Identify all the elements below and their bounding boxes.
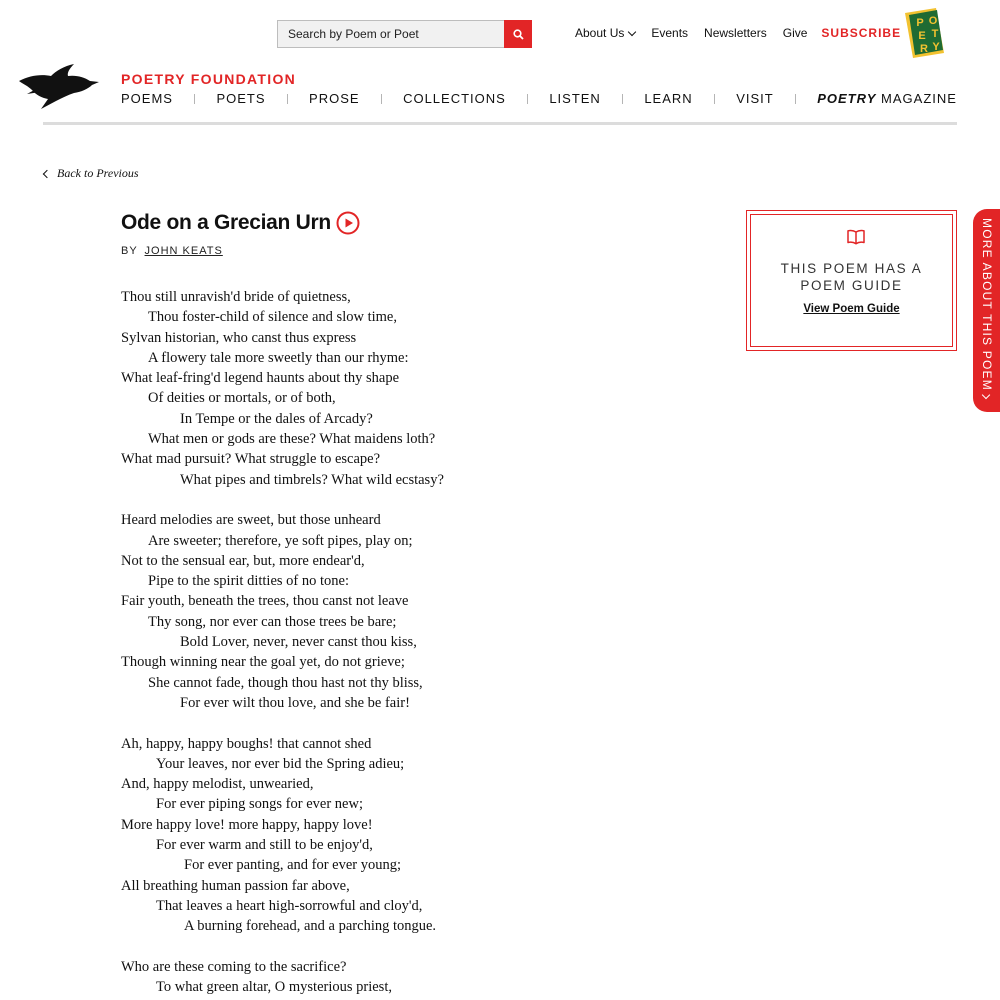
- nav-divider: [714, 94, 715, 104]
- poem-line: And, happy melodist, unwearied,: [121, 776, 314, 793]
- stanza-break: [121, 937, 444, 957]
- poem-line: To what green altar, O mysterious priest,: [156, 979, 392, 996]
- byline-prefix: BY: [121, 245, 138, 257]
- poem-line: Not to the sensual ear, but, more endear'd,: [121, 552, 365, 569]
- play-audio-icon[interactable]: [336, 211, 360, 235]
- nav-divider: [194, 94, 195, 104]
- search-icon: [513, 29, 524, 40]
- back-label: Back to Previous: [57, 166, 139, 180]
- byline: [121, 245, 223, 257]
- poem-line: Who are these coming to the sacrifice?: [121, 958, 347, 975]
- poem-title-row: [121, 211, 360, 235]
- poem-line: A flowery tale more sweetly than our rhyme:: [148, 349, 409, 366]
- nav-prose[interactable]: PROSE: [309, 91, 360, 106]
- more-about-this-poem-tab[interactable]: [973, 209, 1000, 412]
- nav-listen[interactable]: LISTEN: [549, 91, 601, 106]
- nav-visit[interactable]: VISIT: [736, 91, 774, 106]
- poem-line: All breathing human passion far above,: [121, 877, 350, 894]
- poem-line: More happy love! more happy, happy love!: [121, 816, 373, 833]
- poem-line: Your leaves, nor ever bid the Spring adieu;: [156, 755, 405, 772]
- badge-letter: P: [916, 17, 924, 29]
- nav-poets[interactable]: POETS: [216, 91, 266, 106]
- chevron-down-icon: [628, 28, 636, 36]
- newsletters-link[interactable]: Newsletters: [704, 26, 767, 40]
- chevron-left-icon: [43, 169, 51, 177]
- search-button[interactable]: [504, 20, 532, 48]
- nav-divider: [527, 94, 528, 104]
- poem-line: For ever wilt thou love, and she be fair!: [180, 694, 410, 711]
- poem-line: For ever warm and still to be enjoy'd,: [156, 837, 373, 854]
- subscribe-link[interactable]: SUBSCRIBE: [821, 26, 902, 40]
- magazine-title-emphasis: POETRY: [817, 91, 877, 106]
- poem-line: Ah, happy, happy boughs! that cannot shed: [121, 735, 372, 752]
- poem-line: Heard melodies are sweet, but those unheard: [121, 512, 381, 529]
- poem-guide-inner: [750, 214, 953, 347]
- poem-line: She cannot fade, though thou hast not thy bliss,: [148, 674, 423, 691]
- stanza-break: [121, 490, 444, 510]
- events-link[interactable]: Events: [651, 26, 689, 40]
- back-to-previous-link[interactable]: [44, 166, 139, 181]
- badge-letter: R: [920, 43, 928, 55]
- poem-line: What mad pursuit? What struggle to escape?: [121, 451, 381, 468]
- nav-divider: [795, 94, 796, 104]
- poem-line: In Tempe or the dales of Arcady?: [180, 410, 373, 427]
- poem-line: For ever panting, and for ever young;: [184, 857, 402, 874]
- poem-line: Thy song, nor ever can those trees be bare;: [148, 613, 397, 630]
- poem-line: Thou foster-child of silence and slow time,: [148, 309, 397, 326]
- poem-line: Are sweeter; therefore, ye soft pipes, play on;: [148, 532, 413, 549]
- utility-nav: [575, 26, 917, 40]
- about-us-link[interactable]: [575, 26, 635, 40]
- poem-line: Bold Lover, never, never canst thou kiss,: [180, 634, 417, 651]
- nav-poetry-magazine[interactable]: [817, 91, 957, 106]
- search-input[interactable]: [277, 20, 504, 48]
- header-divider: [43, 122, 957, 125]
- poem-line: What men or gods are these? What maidens loth?: [148, 431, 436, 448]
- poem-line: Sylvan historian, who canst thus express: [121, 329, 357, 346]
- chevron-down-icon: [982, 391, 990, 399]
- stanza-break: [121, 713, 444, 733]
- poem-line: Though winning near the goal yet, do not grieve;: [121, 654, 405, 671]
- view-poem-guide-link[interactable]: View Poem Guide: [803, 303, 900, 315]
- poem-line: For ever piping songs for ever new;: [156, 796, 363, 813]
- poetry-magazine-logo[interactable]: [903, 7, 946, 59]
- magazine-label: MAGAZINE: [881, 91, 957, 106]
- poem-line: Pipe to the spirit ditties of no tone:: [148, 573, 349, 590]
- author-link[interactable]: JOHN KEATS: [144, 245, 223, 257]
- poem-line: Of deities or mortals, or of both,: [148, 390, 336, 407]
- nav-poems[interactable]: POEMS: [121, 91, 173, 106]
- badge-letter: Y: [932, 41, 940, 53]
- poem-line: A burning forehead, and a parching tongue.: [184, 918, 437, 935]
- poem-line: Thou still unravish'd bride of quietness,: [121, 289, 351, 305]
- side-tab-label: MORE ABOUT THIS POEM: [980, 218, 994, 391]
- open-book-icon: [847, 229, 865, 245]
- badge-letter: E: [918, 30, 926, 42]
- give-link[interactable]: Give: [782, 26, 808, 40]
- poem-line: That leaves a heart high-sorrowful and cloy'd,: [156, 897, 423, 914]
- brand-name[interactable]: POETRY FOUNDATION: [121, 71, 297, 87]
- poem-title: Ode on a Grecian Urn: [121, 211, 331, 234]
- poem-body: [121, 287, 444, 997]
- poem-guide-heading: THIS POEM HAS A POEM GUIDE: [780, 261, 923, 293]
- search-bar: [277, 20, 532, 48]
- nav-divider: [381, 94, 382, 104]
- poem-line: Fair youth, beneath the trees, thou canst not leave: [121, 593, 409, 610]
- badge-letter: T: [931, 28, 939, 40]
- badge-letter: O: [928, 15, 938, 27]
- about-us-label: About Us: [575, 26, 625, 40]
- main-nav: [121, 91, 957, 106]
- poem-line: What pipes and timbrels? What wild ecstasy?: [180, 471, 444, 488]
- nav-learn[interactable]: LEARN: [644, 91, 693, 106]
- poem-guide-box: [746, 210, 957, 351]
- nav-divider: [287, 94, 288, 104]
- nav-divider: [622, 94, 623, 104]
- poem-line: What leaf-fring'd legend haunts about thy shape: [121, 370, 400, 387]
- nav-collections[interactable]: COLLECTIONS: [403, 91, 506, 106]
- pegasus-logo-icon[interactable]: [18, 62, 100, 112]
